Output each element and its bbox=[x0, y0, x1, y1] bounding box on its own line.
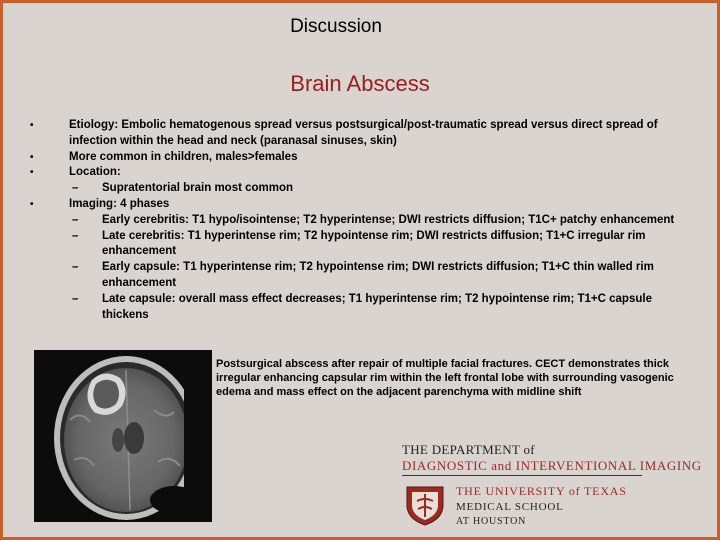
bullet-text: Imaging: 4 phases bbox=[69, 197, 170, 210]
bullet-marker: • bbox=[30, 151, 34, 163]
logo-dept-line1: THE DEPARTMENT of bbox=[402, 442, 535, 457]
bullet-item bbox=[30, 118, 690, 150]
logo-dept-line2: DIAGNOSTIC and INTERVENTIONAL IMAGING bbox=[402, 458, 702, 473]
dash-marker: – bbox=[72, 182, 79, 195]
logo-university-line1: THE UNIVERSITY of TEXAS bbox=[456, 484, 627, 498]
logo-university-line3: AT HOUSTON bbox=[456, 516, 527, 527]
bullet-item bbox=[30, 197, 690, 213]
sub-bullet-item bbox=[30, 181, 690, 197]
bullet-text: Late capsule: overall mass effect decreases; T1 hyperintense rim; T2 hypointense rim; T1+C capsule thickens bbox=[102, 292, 652, 321]
dash-marker: – bbox=[72, 261, 79, 274]
ct-scan-graphic bbox=[34, 350, 212, 522]
slide-title: Brain Abscess bbox=[290, 71, 430, 96]
bullet-item bbox=[30, 150, 690, 166]
dash-marker: – bbox=[72, 213, 79, 226]
bullet-text: Location: bbox=[69, 166, 121, 179]
bullet-text: More common in children, males>females bbox=[69, 150, 298, 163]
slide-header: Discussion bbox=[290, 16, 382, 37]
bullet-text: Late cerebritis: T1 hyperintense rim; T2 hypointense rim; DWI restricts diffusion; T1+C irregular rim enhancement bbox=[102, 229, 646, 258]
bullet-text: Supratentorial brain most common bbox=[102, 182, 294, 195]
bullet-marker: • bbox=[30, 198, 34, 210]
bullet-item bbox=[30, 165, 690, 181]
image-caption: Postsurgical abscess after repair of multiple facial fractures. CECT demonstrates thick irregular enhancing capsular rim within the left frontal lobe with surrounding vasogenic edema and mass effect on the adjacent parenchyma with midline shift bbox=[216, 358, 674, 398]
department-logo bbox=[398, 440, 702, 532]
logo-university-line2: MEDICAL SCHOOL bbox=[456, 501, 564, 513]
ct-brain-image bbox=[34, 350, 212, 522]
university-seal-icon bbox=[403, 483, 447, 527]
sub-bullet-item bbox=[30, 260, 690, 292]
bullet-marker: • bbox=[30, 120, 34, 131]
bullet-marker: • bbox=[30, 167, 34, 179]
sub-bullet-item bbox=[30, 229, 690, 261]
dash-marker: – bbox=[72, 292, 79, 305]
sub-bullet-item bbox=[30, 292, 690, 324]
bullet-text: Early capsule: T1 hyperintense rim; T2 hypointense rim; DWI restricts diffusion; T1+C thin walled rim enhancement bbox=[102, 261, 654, 289]
bullet-text: Etiology: Embolic hematogenous spread versus postsurgical/post-traumatic spread versus direct spread of infection within the head and neck (paranasal sinuses, skin) bbox=[69, 119, 658, 147]
dash-marker: – bbox=[72, 229, 79, 242]
bullet-text: Early cerebritis: T1 hypo/isointense; T2 hyperintense; DWI restricts diffusion; T1C+ patchy enhancement bbox=[102, 213, 675, 226]
logo-divider bbox=[402, 475, 642, 476]
sub-bullet-item bbox=[30, 213, 690, 229]
bullet-list bbox=[30, 118, 690, 323]
